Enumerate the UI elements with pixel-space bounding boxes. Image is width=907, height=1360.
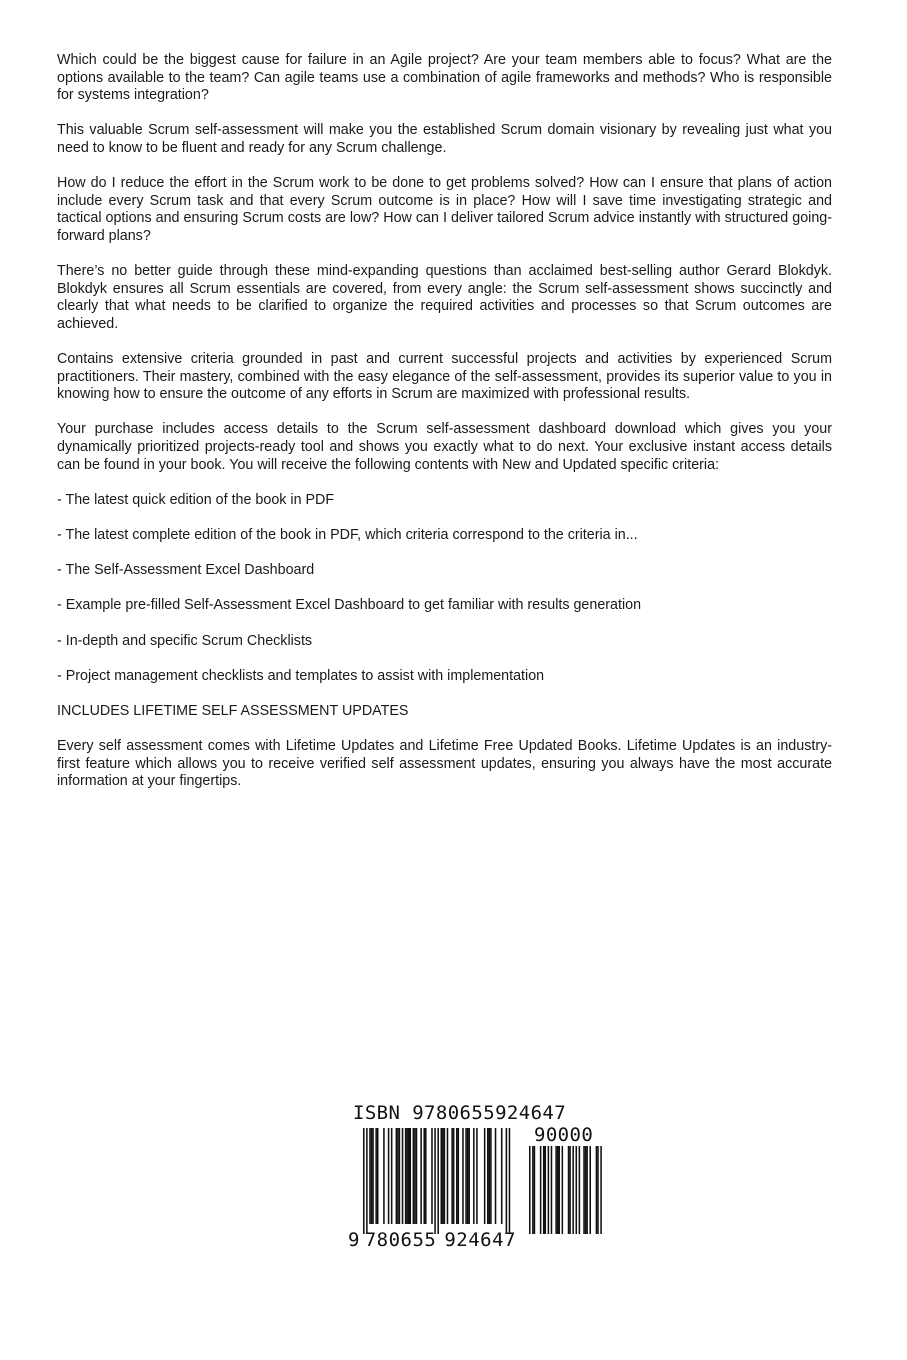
addon-bar — [583, 1146, 585, 1234]
barcode-bar — [490, 1128, 492, 1224]
barcode-bar — [396, 1128, 398, 1224]
paragraph-effort-questions: How do I reduce the effort in the Scrum work to be done to get problems solved? How can I ensure that plans of action include every Scrum task and that every Scrum outcome is in place? How will I save time investigating strategic and tactical options and ensuring Scrum costs are low? How can I deliver tailored Scrum advice instantly with structured going-forward plans? — [57, 175, 832, 244]
addon-bar — [540, 1146, 542, 1234]
barcode-bar — [402, 1128, 404, 1224]
barcode-bar — [420, 1128, 422, 1224]
barcode-bar — [468, 1128, 470, 1224]
barcode-bar — [369, 1128, 371, 1224]
barcode-digit-group-left: 780655 — [364, 1229, 437, 1251]
barcode-bar — [371, 1128, 373, 1224]
list-item: - The latest quick edition of the book in PDF — [57, 491, 335, 508]
barcode-digit-group-right: 924647 — [444, 1229, 516, 1251]
isbn-label: ISBN 9780655924647 — [353, 1102, 567, 1124]
paragraph-self-assessment-value: This valuable Scrum self-assessment will make you the established Scrum domain visionary by revealing just what you need to know to be fluent and ready for any Scrum challenge. — [57, 122, 832, 156]
list-item: - Example pre-filled Self-Assessment Excel Dashboard to get familiar with results generation — [57, 597, 642, 614]
barcode-bar — [377, 1128, 379, 1224]
addon-bar — [569, 1146, 571, 1234]
barcode-bar — [423, 1128, 425, 1224]
lifetime-updates-heading: INCLUDES LIFETIME SELF ASSESSMENT UPDATES — [57, 702, 409, 719]
barcode-bar — [397, 1128, 399, 1224]
barcode-bar — [453, 1128, 455, 1224]
addon-price-code: 90000 — [534, 1124, 594, 1146]
addon-bar — [532, 1146, 534, 1234]
isbn-barcode — [348, 1102, 608, 1258]
addon-bar — [596, 1146, 598, 1234]
addon-bar — [585, 1146, 587, 1234]
barcode-digits — [348, 1229, 516, 1251]
barcode-bar — [441, 1128, 443, 1224]
addon-bar — [558, 1146, 560, 1234]
barcode-bar — [410, 1128, 412, 1224]
addon-bar — [576, 1146, 578, 1234]
barcode-bar — [495, 1128, 497, 1224]
barcode-lead-digit: 9 — [348, 1229, 360, 1251]
barcode-bars — [348, 1124, 608, 1234]
barcode-bar — [462, 1128, 464, 1224]
addon-bar — [597, 1146, 599, 1234]
barcode-bar — [375, 1128, 377, 1224]
barcode-bar — [451, 1128, 453, 1224]
paragraph-lifetime-updates: Every self assessment comes with Lifetime Updates and Lifetime Free Updated Books. Lifetime Updates is an industry-first feature which allows you to receive verified self assessment updates, ensuring you always have the most accurate information at your fingertips. — [57, 738, 832, 790]
barcode-bar — [456, 1128, 458, 1224]
addon-bar — [529, 1146, 531, 1234]
paragraph-author: There’s no better guide through these mind-expanding questions than acclaimed best-selling author Gerard Blokdyk. Blokdyk ensures all Scrum essentials are covered, from every angle: the Scrum self-assessment shows succinctly and clearly that what needs to be clarified to organize the required activities and processes so that Scrum outcomes are achieved. — [57, 263, 832, 332]
list-item: - The Self-Assessment Excel Dashboard — [57, 562, 315, 579]
barcode-bar — [425, 1128, 427, 1224]
addon-bar — [545, 1146, 547, 1234]
barcode-bar — [506, 1128, 508, 1234]
addon-bar — [572, 1146, 574, 1234]
list-item: - In-depth and specific Scrum Checklists — [57, 632, 313, 649]
back-cover-text — [57, 52, 832, 809]
addon-bar — [579, 1146, 581, 1234]
addon-bar — [562, 1146, 564, 1234]
barcode-bar — [467, 1128, 469, 1224]
barcode-bar — [509, 1128, 511, 1234]
barcode-bar — [363, 1128, 365, 1234]
addon-bar — [568, 1146, 570, 1234]
addon-bar — [557, 1146, 559, 1234]
addon-bar — [600, 1146, 602, 1234]
addon-bar — [586, 1146, 588, 1234]
barcode-bar — [484, 1128, 486, 1224]
barcode-bar — [366, 1128, 368, 1234]
addon-bar — [589, 1146, 591, 1234]
barcode-bar — [416, 1128, 418, 1224]
barcode-bar — [405, 1128, 407, 1224]
addon-bar — [543, 1146, 545, 1234]
barcode-bar — [489, 1128, 491, 1224]
barcode-bar — [501, 1128, 503, 1224]
paragraph-failure-questions: Which could be the biggest cause for failure in an Agile project? Are your team members able to focus? What are the options available to the team? Can agile teams use a combination of agile frameworks and methods? Who is responsible for systems integration? — [57, 52, 832, 104]
barcode-bar — [414, 1128, 416, 1224]
barcode-bar — [413, 1128, 415, 1224]
barcode-bar — [444, 1128, 446, 1224]
barcode-bar — [473, 1128, 475, 1224]
list-item: - Project management checklists and templates to assist with implementation — [57, 667, 545, 684]
barcode-bar — [447, 1128, 449, 1224]
barcode-bar — [458, 1128, 460, 1224]
barcode-bar — [442, 1128, 444, 1224]
barcode-bar — [431, 1128, 433, 1224]
addon-bar — [555, 1146, 557, 1234]
list-item: - The latest complete edition of the book in PDF, which criteria correspond to the criteria in... — [57, 527, 638, 544]
barcode-bar — [388, 1128, 390, 1224]
addon-bar — [551, 1146, 553, 1234]
addon-bar — [534, 1146, 536, 1234]
paragraph-criteria: Contains extensive criteria grounded in past and current successful projects and activities by experienced Scrum practitioners. Their mastery, combined with the easy elegance of the self-assessment, provides its superior value to you in knowing how to ensure the outcome of any efforts in Scrum are maximized with professional results. — [57, 351, 832, 403]
paragraph-purchase: Your purchase includes access details to the Scrum self-assessment dashboard download which gives you your dynamically prioritized projects-ready tool and shows you exactly what to do next. Your exclusive instant access details can be found in your book. You will receive the following contents with New and Updated specific criteria: — [57, 421, 832, 473]
barcode-bar — [434, 1128, 436, 1234]
addon-bar — [548, 1146, 550, 1234]
barcode-bar — [476, 1128, 478, 1224]
barcode-bar — [406, 1128, 408, 1224]
barcode-bar — [408, 1128, 410, 1224]
barcode-bar — [399, 1128, 401, 1224]
barcode-bar — [465, 1128, 467, 1224]
barcode-bar — [487, 1128, 489, 1224]
barcode-bar — [383, 1128, 385, 1224]
barcode-bar — [391, 1128, 393, 1224]
barcode-bar — [372, 1128, 374, 1224]
barcode-bar — [437, 1128, 439, 1234]
